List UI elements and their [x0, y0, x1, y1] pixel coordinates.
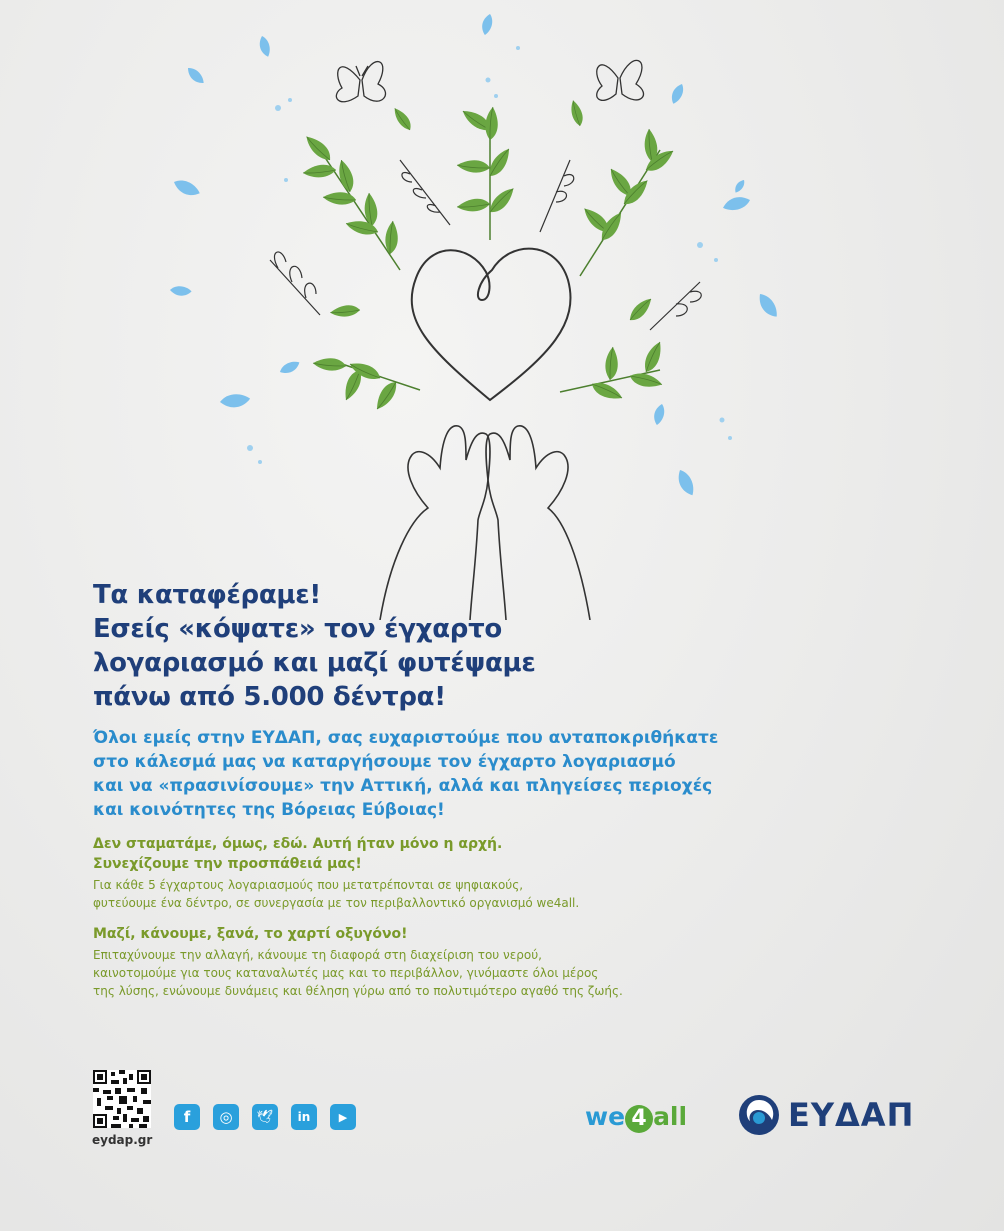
- facebook-icon[interactable]: [174, 1104, 200, 1130]
- leaf-sprigs: [303, 100, 676, 409]
- hero-illustration: [160, 0, 820, 620]
- eydap-logo: [738, 1094, 914, 1136]
- we4all-logo-four: 4: [625, 1105, 653, 1133]
- linkedin-glyph: in: [297, 1110, 311, 1124]
- instagram-icon[interactable]: [213, 1104, 239, 1130]
- we4all-logo: [585, 1102, 687, 1133]
- facebook-glyph: f: [183, 1108, 191, 1126]
- eydap-swirl-icon: [738, 1094, 780, 1136]
- thank-you-paragraph: Όλοι εμείς στην ΕΥΔΑΠ, σας ευχαριστούμε που ανταποκριθήκατε στο κάλεσμά μας να καταργήσουμε τον έγχαρτο λογαριασμό και να «πρασινίσουμε» την Αττική, αλλά και πληγείσες περιοχές και κοινότητες της Βόρειας Εύβοιας!: [93, 728, 719, 820]
- footer: [0, 1060, 1004, 1160]
- oxygen-body: Επιταχύνουμε την αλλαγή, κάνουμε τη διαφορά στη διαχείριση του νερού, καινοτομούμε για τους καταναλωτές μας και το περιβάλλον, γινόμαστε όλοι μέρος της λύσης, ενώνουμε δυνάμεις και θέληση γύρω από το πολυτιμότερο αγαθό της ζωής.: [93, 948, 623, 998]
- we4all-logo-all: all: [653, 1102, 688, 1131]
- water-drops: [170, 14, 782, 496]
- heart-drawing: [412, 249, 571, 400]
- linkedin-icon[interactable]: [291, 1104, 317, 1130]
- social-links: [174, 1104, 356, 1130]
- brand-name: ΕΥΔΑΠ: [788, 1096, 915, 1134]
- qr-code[interactable]: [93, 1070, 151, 1128]
- continue-heading: Δεν σταματάμε, όμως, εδώ. Αυτή ήταν μόνο η αρχή. Συνεχίζουμε την προσπάθειά μας!: [93, 836, 503, 872]
- we4all-logo-we: we: [585, 1102, 626, 1131]
- message-copy: [93, 578, 853, 1000]
- oxygen-heading: Μαζί, κάνουμε, ξανά, το χαρτί οξυγόνο!: [93, 926, 408, 942]
- continue-body: Για κάθε 5 έγχαρτους λογαριασμούς που μετατρέπονται σε ψηφιακούς, φυτεύουμε ένα δέντρο, σε συνεργασία με τον περιβαλλοντικό οργανισμό we4all.: [93, 878, 580, 910]
- headline: Τα καταφέραμε! Εσείς «κόψατε» τον έγχαρτο λογαριασμό και μαζί φυτέψαμε πάνω από 5.000 δέντρα!: [93, 580, 536, 712]
- twitter-icon[interactable]: [252, 1104, 278, 1130]
- youtube-glyph: ▶: [338, 1110, 348, 1124]
- twitter-glyph: 🕊: [256, 1109, 274, 1125]
- website-link[interactable]: eydap.gr: [92, 1133, 153, 1147]
- youtube-icon[interactable]: [330, 1104, 356, 1130]
- instagram-glyph: ◎: [219, 1108, 233, 1126]
